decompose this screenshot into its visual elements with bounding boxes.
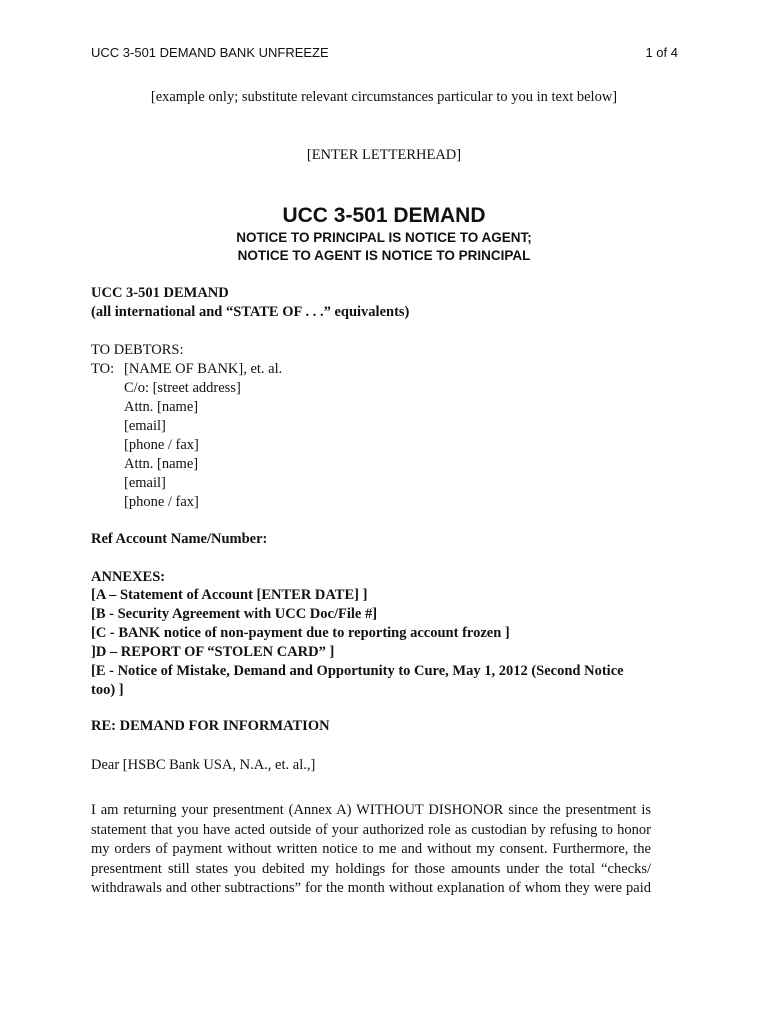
email-line: [email] bbox=[124, 475, 166, 491]
annex-item-b: [B - Security Agreement with UCC Doc/File #] bbox=[91, 606, 378, 622]
subtitle-line-1: NOTICE TO PRINCIPAL IS NOTICE TO AGENT; bbox=[236, 230, 532, 245]
salutation: Dear [HSBC Bank USA, N.A., et. al.,] bbox=[91, 757, 316, 773]
annex-item-e: [E - Notice of Mistake, Demand and Opportunity to Cure, May 1, 2012 (Second Notice bbox=[91, 663, 624, 679]
annex-item-a: [A – Statement of Account [ENTER DATE] ] bbox=[91, 587, 368, 603]
phone-fax-line: [phone / fax] bbox=[124, 494, 199, 510]
page-title: UCC 3-501 DEMAND bbox=[282, 204, 486, 227]
address-line: C/o: [street address] bbox=[124, 380, 241, 396]
attn-line: Attn. [name] bbox=[124, 456, 199, 472]
bank-name: [NAME OF BANK], et. al. bbox=[124, 361, 283, 377]
debtors-label: TO DEBTORS: bbox=[91, 342, 184, 358]
body-line: my orders of payment without written notice to me and without my consent. Furthermore, the bbox=[91, 841, 651, 857]
annex-item-c: [C - BANK notice of non-payment due to reporting account frozen ] bbox=[91, 625, 510, 641]
letterhead-placeholder: [ENTER LETTERHEAD] bbox=[306, 147, 462, 163]
email-line: [email] bbox=[124, 418, 166, 434]
re-line: RE: DEMAND FOR INFORMATION bbox=[91, 718, 330, 734]
body-line: withdrawals and other subtractions” for the month without explanation of whom they were paid bbox=[91, 880, 651, 896]
subtitle-line-2: NOTICE TO AGENT IS NOTICE TO PRINCIPAL bbox=[237, 248, 531, 263]
body-line: statement that you have acted outside of your authorized role as custodian by refusing to honor bbox=[91, 821, 651, 838]
to-label: TO: bbox=[91, 361, 115, 377]
document-header-title: UCC 3-501 DEMAND BANK UNFREEZE bbox=[91, 45, 329, 60]
example-note: [example only; substitute relevant circumstances particular to you in text below] bbox=[150, 89, 618, 105]
annex-item-e-continued: too) ] bbox=[91, 682, 124, 698]
phone-fax-line: [phone / fax] bbox=[124, 437, 199, 453]
ref-account-label: Ref Account Name/Number: bbox=[91, 531, 268, 547]
annexes-heading: ANNEXES: bbox=[91, 569, 166, 585]
body-line: presentment still states you debited my holdings for those amounts under the total “checks/ bbox=[91, 860, 651, 877]
attn-line: Attn. [name] bbox=[124, 399, 199, 415]
page-indicator: 1 of 4 bbox=[645, 45, 678, 60]
annex-item-d: ]D – REPORT OF “STOLEN CARD” ] bbox=[91, 644, 335, 660]
demand-heading: UCC 3-501 DEMAND bbox=[91, 285, 229, 301]
body-paragraph bbox=[91, 801, 651, 899]
body-line: I am returning your presentment (Annex A) WITHOUT DISHONOR since the presentment is bbox=[91, 802, 651, 818]
demand-subheading: (all international and “STATE OF . . .” equivalents) bbox=[91, 304, 410, 320]
